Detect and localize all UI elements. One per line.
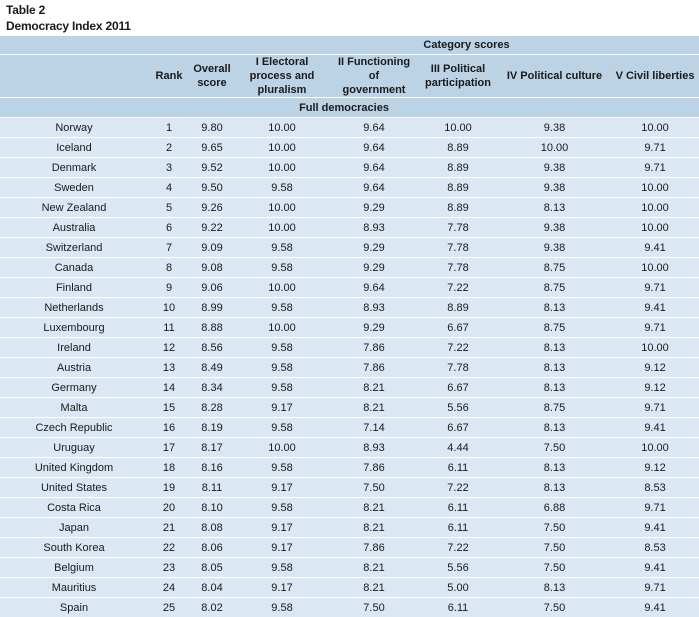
overall-cell: 8.49 — [190, 357, 234, 377]
culture-cell: 8.13 — [498, 297, 611, 317]
liberties-cell: 9.71 — [611, 497, 699, 517]
country-column-header — [0, 54, 148, 97]
culture-cell: 8.13 — [498, 377, 611, 397]
table-row — [0, 497, 699, 517]
electoral-cell: 9.58 — [234, 417, 330, 437]
culture-cell: 8.75 — [498, 257, 611, 277]
overall-cell: 9.52 — [190, 157, 234, 177]
rank-cell: 25 — [148, 597, 190, 617]
liberties-cell: 10.00 — [611, 217, 699, 237]
rank-cell: 13 — [148, 357, 190, 377]
functioning-cell: 9.29 — [330, 237, 418, 257]
electoral-cell: 9.58 — [234, 337, 330, 357]
table-row — [0, 477, 699, 497]
overall-cell: 8.17 — [190, 437, 234, 457]
electoral-cell: 9.58 — [234, 497, 330, 517]
liberties-cell: 9.12 — [611, 357, 699, 377]
functioning-cell: 9.29 — [330, 197, 418, 217]
table-row — [0, 437, 699, 457]
functioning-cell: 8.21 — [330, 377, 418, 397]
functioning-cell: 7.86 — [330, 357, 418, 377]
overall-cell: 8.34 — [190, 377, 234, 397]
overall-cell: 8.16 — [190, 457, 234, 477]
overall-cell: 9.80 — [190, 117, 234, 137]
table-row — [0, 457, 699, 477]
rank-cell: 22 — [148, 537, 190, 557]
country-cell: Canada — [0, 257, 148, 277]
participation-column-header: III Political participation — [418, 54, 498, 97]
table-row — [0, 597, 699, 617]
participation-cell: 6.67 — [418, 317, 498, 337]
rank-cell: 6 — [148, 217, 190, 237]
rank-cell: 4 — [148, 177, 190, 197]
table-row — [0, 337, 699, 357]
functioning-cell: 8.21 — [330, 517, 418, 537]
participation-cell: 7.22 — [418, 477, 498, 497]
overall-cell: 9.08 — [190, 257, 234, 277]
electoral-cell: 10.00 — [234, 277, 330, 297]
overall-cell: 8.10 — [190, 497, 234, 517]
participation-cell: 6.67 — [418, 377, 498, 397]
overall-cell: 9.09 — [190, 237, 234, 257]
functioning-cell: 9.29 — [330, 317, 418, 337]
table-row — [0, 537, 699, 557]
rank-cell: 8 — [148, 257, 190, 277]
country-cell: Netherlands — [0, 297, 148, 317]
rank-cell: 9 — [148, 277, 190, 297]
participation-cell: 7.22 — [418, 537, 498, 557]
functioning-cell: 7.86 — [330, 337, 418, 357]
culture-cell: 8.13 — [498, 477, 611, 497]
table-label: Table 2 — [6, 3, 46, 17]
liberties-cell: 9.41 — [611, 557, 699, 577]
electoral-cell: 9.17 — [234, 517, 330, 537]
table-row — [0, 557, 699, 577]
rank-cell: 15 — [148, 397, 190, 417]
overall-cell: 9.26 — [190, 197, 234, 217]
liberties-column-header: V Civil liberties — [611, 54, 699, 97]
electoral-cell: 10.00 — [234, 197, 330, 217]
electoral-cell: 9.58 — [234, 557, 330, 577]
overall-cell: 8.56 — [190, 337, 234, 357]
rank-cell: 5 — [148, 197, 190, 217]
country-cell: Australia — [0, 217, 148, 237]
category-scores-header: Category scores — [234, 36, 699, 54]
participation-cell: 5.00 — [418, 577, 498, 597]
culture-cell: 8.75 — [498, 317, 611, 337]
rank-cell: 11 — [148, 317, 190, 337]
liberties-cell: 9.71 — [611, 277, 699, 297]
functioning-cell: 7.50 — [330, 597, 418, 617]
participation-cell: 8.89 — [418, 137, 498, 157]
overall-cell: 8.02 — [190, 597, 234, 617]
liberties-cell: 9.12 — [611, 457, 699, 477]
table-row — [0, 357, 699, 377]
electoral-cell: 9.58 — [234, 457, 330, 477]
culture-cell: 8.13 — [498, 337, 611, 357]
culture-cell: 7.50 — [498, 437, 611, 457]
participation-cell: 5.56 — [418, 557, 498, 577]
culture-cell: 8.13 — [498, 197, 611, 217]
country-cell: Sweden — [0, 177, 148, 197]
rank-column-header: Rank — [148, 54, 190, 97]
country-cell: Spain — [0, 597, 148, 617]
functioning-cell: 8.93 — [330, 297, 418, 317]
functioning-cell: 7.86 — [330, 457, 418, 477]
liberties-cell: 8.53 — [611, 537, 699, 557]
country-cell: Luxembourg — [0, 317, 148, 337]
overall-cell: 8.06 — [190, 537, 234, 557]
culture-cell: 6.88 — [498, 497, 611, 517]
overall-cell: 8.11 — [190, 477, 234, 497]
culture-cell: 8.75 — [498, 277, 611, 297]
rank-cell: 19 — [148, 477, 190, 497]
table-title: Democracy Index 2011 — [6, 19, 131, 33]
rank-cell: 18 — [148, 457, 190, 477]
liberties-cell: 10.00 — [611, 177, 699, 197]
functioning-column-header: II Functioning of government — [330, 54, 418, 97]
liberties-cell: 10.00 — [611, 337, 699, 357]
overall-cell: 9.22 — [190, 217, 234, 237]
culture-cell: 7.50 — [498, 597, 611, 617]
electoral-cell: 10.00 — [234, 117, 330, 137]
rank-cell: 17 — [148, 437, 190, 457]
functioning-cell: 9.29 — [330, 257, 418, 277]
electoral-cell: 10.00 — [234, 157, 330, 177]
overall-cell: 8.99 — [190, 297, 234, 317]
overall-cell: 8.88 — [190, 317, 234, 337]
culture-cell: 8.13 — [498, 417, 611, 437]
country-cell: Denmark — [0, 157, 148, 177]
culture-cell: 7.50 — [498, 517, 611, 537]
culture-cell: 8.13 — [498, 577, 611, 597]
rank-cell: 10 — [148, 297, 190, 317]
table-row — [0, 197, 699, 217]
table-row — [0, 517, 699, 537]
electoral-cell: 9.58 — [234, 597, 330, 617]
table-row — [0, 277, 699, 297]
country-cell: Uruguay — [0, 437, 148, 457]
overall-cell: 9.06 — [190, 277, 234, 297]
overall-cell: 8.19 — [190, 417, 234, 437]
rank-cell: 20 — [148, 497, 190, 517]
category-header-row — [0, 36, 699, 54]
culture-cell: 7.50 — [498, 557, 611, 577]
electoral-cell: 9.58 — [234, 377, 330, 397]
country-cell: Mauritius — [0, 577, 148, 597]
electoral-cell: 9.17 — [234, 477, 330, 497]
culture-cell: 8.75 — [498, 397, 611, 417]
table-row — [0, 397, 699, 417]
liberties-cell: 10.00 — [611, 257, 699, 277]
electoral-cell: 9.58 — [234, 357, 330, 377]
electoral-cell: 9.17 — [234, 577, 330, 597]
participation-cell: 6.11 — [418, 517, 498, 537]
functioning-cell: 8.21 — [330, 577, 418, 597]
country-cell: Austria — [0, 357, 148, 377]
section-row-full-democracies — [0, 97, 699, 117]
rank-cell: 24 — [148, 577, 190, 597]
rank-cell: 23 — [148, 557, 190, 577]
participation-cell: 6.67 — [418, 417, 498, 437]
section-label: Full democracies — [190, 97, 498, 117]
culture-cell: 10.00 — [498, 137, 611, 157]
liberties-cell: 9.41 — [611, 517, 699, 537]
table-row — [0, 237, 699, 257]
participation-cell: 8.89 — [418, 297, 498, 317]
participation-cell: 7.78 — [418, 217, 498, 237]
functioning-cell: 8.93 — [330, 437, 418, 457]
country-cell: Malta — [0, 397, 148, 417]
culture-cell: 9.38 — [498, 117, 611, 137]
country-cell: Czech Republic — [0, 417, 148, 437]
liberties-cell: 9.71 — [611, 317, 699, 337]
country-cell: Norway — [0, 117, 148, 137]
functioning-cell: 9.64 — [330, 177, 418, 197]
country-cell: Belgium — [0, 557, 148, 577]
liberties-cell: 10.00 — [611, 197, 699, 217]
functioning-cell: 7.14 — [330, 417, 418, 437]
participation-cell: 6.11 — [418, 597, 498, 617]
participation-cell: 8.89 — [418, 177, 498, 197]
electoral-cell: 9.58 — [234, 237, 330, 257]
culture-cell: 8.13 — [498, 457, 611, 477]
liberties-cell: 9.12 — [611, 377, 699, 397]
liberties-cell: 9.41 — [611, 297, 699, 317]
country-cell: United Kingdom — [0, 457, 148, 477]
culture-cell: 9.38 — [498, 217, 611, 237]
participation-cell: 5.56 — [418, 397, 498, 417]
liberties-cell: 9.71 — [611, 137, 699, 157]
participation-cell: 7.22 — [418, 337, 498, 357]
table-row — [0, 577, 699, 597]
table-row — [0, 157, 699, 177]
electoral-cell: 9.58 — [234, 257, 330, 277]
overall-cell: 8.05 — [190, 557, 234, 577]
table-row — [0, 317, 699, 337]
country-cell: Iceland — [0, 137, 148, 157]
liberties-cell: 9.71 — [611, 157, 699, 177]
electoral-column-header: I Electoral process and pluralism — [234, 54, 330, 97]
liberties-cell: 9.71 — [611, 397, 699, 417]
participation-cell: 6.11 — [418, 457, 498, 477]
table-row — [0, 417, 699, 437]
table-row — [0, 177, 699, 197]
overall-cell: 9.65 — [190, 137, 234, 157]
functioning-cell: 9.64 — [330, 277, 418, 297]
culture-cell: 9.38 — [498, 177, 611, 197]
democracy-index-table — [0, 36, 699, 617]
country-cell: Japan — [0, 517, 148, 537]
functioning-cell: 8.21 — [330, 557, 418, 577]
culture-cell: 9.38 — [498, 237, 611, 257]
electoral-cell: 9.58 — [234, 297, 330, 317]
liberties-cell: 9.41 — [611, 597, 699, 617]
rank-cell: 7 — [148, 237, 190, 257]
culture-cell: 7.50 — [498, 537, 611, 557]
table-row — [0, 137, 699, 157]
liberties-cell: 9.71 — [611, 577, 699, 597]
rank-cell: 1 — [148, 117, 190, 137]
participation-cell: 4.44 — [418, 437, 498, 457]
participation-cell: 7.78 — [418, 237, 498, 257]
functioning-cell: 9.64 — [330, 117, 418, 137]
electoral-cell: 9.17 — [234, 397, 330, 417]
functioning-cell: 9.64 — [330, 157, 418, 177]
functioning-cell: 7.86 — [330, 537, 418, 557]
electoral-cell: 10.00 — [234, 437, 330, 457]
overall-column-header: Overall score — [190, 54, 234, 97]
participation-cell: 10.00 — [418, 117, 498, 137]
functioning-cell: 9.64 — [330, 137, 418, 157]
overall-cell: 8.08 — [190, 517, 234, 537]
country-cell: Costa Rica — [0, 497, 148, 517]
culture-column-header: IV Political culture — [498, 54, 611, 97]
electoral-cell: 10.00 — [234, 317, 330, 337]
country-cell: Ireland — [0, 337, 148, 357]
table-row — [0, 217, 699, 237]
country-cell: South Korea — [0, 537, 148, 557]
country-cell: Germany — [0, 377, 148, 397]
liberties-cell: 8.53 — [611, 477, 699, 497]
table-row — [0, 297, 699, 317]
functioning-cell: 8.93 — [330, 217, 418, 237]
participation-cell: 7.78 — [418, 357, 498, 377]
rank-cell: 12 — [148, 337, 190, 357]
liberties-cell: 10.00 — [611, 437, 699, 457]
participation-cell: 8.89 — [418, 157, 498, 177]
country-cell: United States — [0, 477, 148, 497]
electoral-cell: 10.00 — [234, 137, 330, 157]
overall-cell: 8.28 — [190, 397, 234, 417]
liberties-cell: 9.41 — [611, 237, 699, 257]
participation-cell: 6.11 — [418, 497, 498, 517]
country-cell: Switzerland — [0, 237, 148, 257]
electoral-cell: 9.17 — [234, 537, 330, 557]
table-caption — [0, 0, 699, 36]
functioning-cell: 7.50 — [330, 477, 418, 497]
participation-cell: 7.22 — [418, 277, 498, 297]
electoral-cell: 10.00 — [234, 217, 330, 237]
electoral-cell: 9.58 — [234, 177, 330, 197]
country-cell: New Zealand — [0, 197, 148, 217]
table-row — [0, 377, 699, 397]
table-row — [0, 257, 699, 277]
table-row — [0, 117, 699, 137]
culture-cell: 8.13 — [498, 357, 611, 377]
functioning-cell: 8.21 — [330, 397, 418, 417]
overall-cell: 9.50 — [190, 177, 234, 197]
participation-cell: 8.89 — [418, 197, 498, 217]
culture-cell: 9.38 — [498, 157, 611, 177]
country-cell: Finland — [0, 277, 148, 297]
rank-cell: 21 — [148, 517, 190, 537]
rank-cell: 3 — [148, 157, 190, 177]
column-header-row — [0, 54, 699, 97]
functioning-cell: 8.21 — [330, 497, 418, 517]
rank-cell: 2 — [148, 137, 190, 157]
liberties-cell: 9.41 — [611, 417, 699, 437]
rank-cell: 14 — [148, 377, 190, 397]
overall-cell: 8.04 — [190, 577, 234, 597]
rank-cell: 16 — [148, 417, 190, 437]
liberties-cell: 10.00 — [611, 117, 699, 137]
participation-cell: 7.78 — [418, 257, 498, 277]
